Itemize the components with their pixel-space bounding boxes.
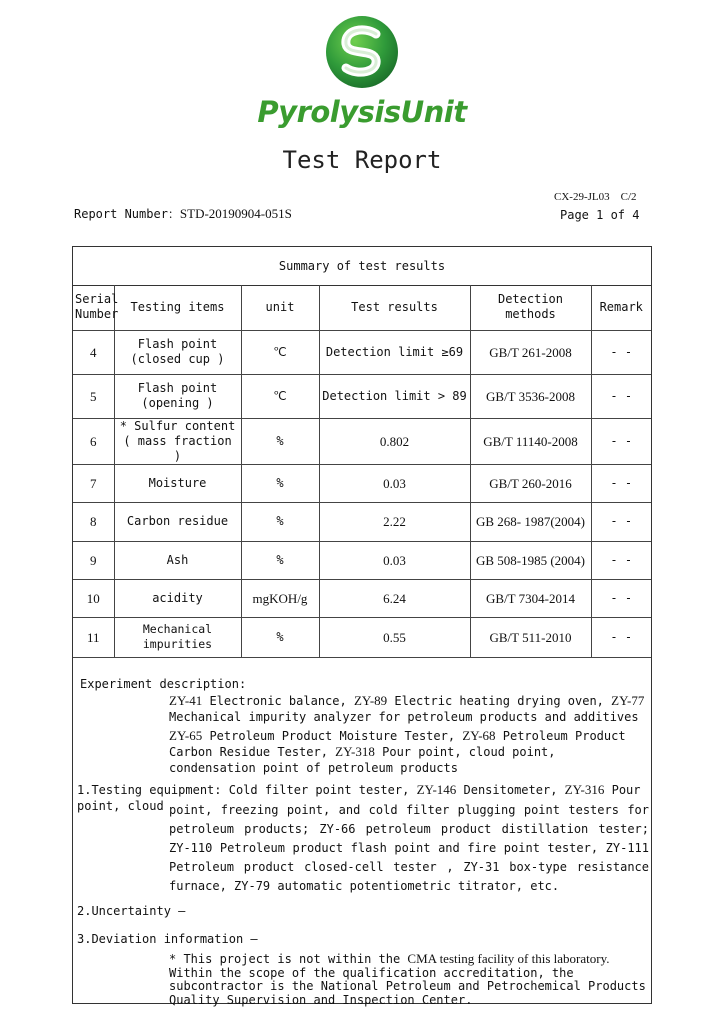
model-code: ZY-65 — [169, 728, 203, 743]
header-item: Testing items — [114, 285, 241, 330]
document-title: Test Report — [282, 146, 442, 174]
page-number: Page 1 of 4 — [560, 208, 640, 222]
serial-cell: 9 — [73, 541, 114, 579]
method-cell: GB/T 511-2010 — [470, 617, 591, 657]
header-serial: Serial Number — [73, 285, 114, 330]
serial-cell: 4 — [73, 330, 114, 374]
serial-cell: 11 — [73, 617, 114, 657]
method-cell: GB/T 11140-2008 — [470, 418, 591, 464]
item-cell: Flash point (opening ) — [114, 374, 241, 418]
report-number-line — [74, 205, 292, 222]
table-row — [73, 502, 651, 541]
model-code: ZY-41 — [169, 693, 203, 708]
header-remark: Remark — [591, 285, 651, 330]
text-run: CMA testing facility of this laboratory. — [407, 951, 610, 966]
method-cell: GB/T 261-2008 — [470, 330, 591, 374]
header-unit: unit — [241, 285, 319, 330]
company-logo — [0, 14, 724, 90]
equipment-label: 1.Testing equipment: — [77, 783, 229, 797]
result-cell: 2.22 — [319, 502, 470, 541]
experiment-heading: Experiment description: — [80, 677, 247, 691]
unit-cell: ℃ — [241, 330, 319, 374]
summary-box — [72, 246, 652, 1007]
text-run: Within the scope of the qualification accreditation, the subcontractor is the National Petroleum and Petrochemical Products Quality Supervision and Inspection Center. — [169, 965, 646, 1007]
unit-cell: % — [241, 464, 319, 502]
unit-cell: % — [241, 617, 319, 657]
text-run: Pour point, cloud — [77, 783, 641, 813]
table-row — [73, 418, 651, 464]
table-row — [73, 617, 651, 657]
unit-cell: % — [241, 418, 319, 464]
method-cell: GB/T 7304-2014 — [470, 579, 591, 617]
remark-cell: - - — [591, 617, 651, 657]
report-number-label: Report Number： — [74, 207, 180, 221]
model-code: ZY-316 — [564, 782, 605, 797]
result-cell: 6.24 — [319, 579, 470, 617]
summary-title: Summary of test results — [73, 247, 651, 286]
model-code: ZY-146 — [416, 782, 457, 797]
text-run: Cold filter point tester, — [228, 783, 417, 797]
serial-cell: 6 — [73, 418, 114, 464]
result-cell: 0.03 — [319, 541, 470, 579]
item-cell: acidity — [114, 579, 241, 617]
table-row — [73, 464, 651, 502]
remark-cell: - - — [591, 330, 651, 374]
result-cell: 0.55 — [319, 617, 470, 657]
deviation-line: 3.Deviation information — — [77, 932, 258, 946]
text-run: Petroleum Product Moisture Tester, — [202, 729, 463, 743]
unit-cell: ℃ — [241, 374, 319, 418]
serial-cell: 10 — [73, 579, 114, 617]
remark-cell: - - — [591, 502, 651, 541]
item-cell: Mechanical impurities — [114, 617, 241, 657]
text-run: Electric heating drying oven, — [387, 694, 612, 708]
cma-note — [169, 952, 649, 1007]
serial-cell: 5 — [73, 374, 114, 418]
model-code: ZY-89 — [353, 693, 388, 708]
table-row — [73, 330, 651, 374]
reference-code: CX-29-JL03 C/2 — [554, 191, 637, 203]
remark-cell: - - — [591, 541, 651, 579]
method-cell: GB/T 260-2016 — [470, 464, 591, 502]
item-cell: * Sulfur content ( mass fraction ) — [114, 418, 241, 464]
result-cell: 0.03 — [319, 464, 470, 502]
text-run: Mechanical impurity analyzer for petroleum products and additives — [169, 710, 639, 724]
model-code: ZY-77 — [611, 693, 645, 708]
item-cell: Carbon residue — [114, 502, 241, 541]
experiment-paragraph-2 — [169, 728, 649, 776]
text-run: Electronic balance, — [202, 694, 354, 708]
remark-cell: - - — [591, 579, 651, 617]
table-header-row — [73, 285, 651, 330]
header-method: Detection methods — [470, 285, 591, 330]
serial-cell: 7 — [73, 464, 114, 502]
text-run: Pour point, cloud point, condensation point of petroleum products — [169, 745, 556, 775]
text-run: * This project is not within the — [169, 952, 408, 966]
result-cell: Detection limit > 89 — [319, 374, 470, 418]
model-code: ZY-68 — [462, 728, 496, 743]
text-run: Densitometer, — [456, 783, 565, 797]
s-globe-logo-icon — [324, 14, 400, 90]
report-number-value: STD-20190904-051S — [179, 206, 292, 221]
uncertainty-line: 2.Uncertainty — — [77, 904, 186, 918]
remark-cell: - - — [591, 374, 651, 418]
item-cell: Flash point (closed cup ) — [114, 330, 241, 374]
result-cell: 0.802 — [319, 418, 470, 464]
experiment-paragraph-1 — [169, 693, 649, 725]
serial-cell: 8 — [73, 502, 114, 541]
testing-equipment-details: point, freezing point, and cold filter plugging point testers for petroleum products; ZY-66 petroleum product distillation tester; ZY-110 Petroleum product flash point and fire point tester, ZY-111 Petroleum product closed-cell tester , ZY-31 box-type resistance furnace, ZY-79 automatic potentiometric titrator, etc. — [169, 803, 649, 893]
item-cell: Ash — [114, 541, 241, 579]
remark-cell: - - — [591, 418, 651, 464]
method-cell: GB 268- 1987(2004) — [470, 502, 591, 541]
text-run: Petroleum Product Carbon Residue Tester, — [169, 729, 626, 759]
table-row — [73, 374, 651, 418]
unit-cell: % — [241, 502, 319, 541]
table-row — [73, 541, 651, 579]
method-cell: GB/T 3536-2008 — [470, 374, 591, 418]
remark-cell: - - — [591, 464, 651, 502]
item-cell: Moisture — [114, 464, 241, 502]
brand-name: PyrolysisUnit — [257, 95, 467, 129]
results-table — [73, 285, 651, 658]
table-row — [73, 579, 651, 617]
method-cell: GB 508-1985 (2004) — [470, 541, 591, 579]
unit-cell: mgKOH/g — [241, 579, 319, 617]
model-code: ZY-318 — [335, 744, 375, 759]
unit-cell: % — [241, 541, 319, 579]
result-cell: Detection limit ≥69 — [319, 330, 470, 374]
header-result: Test results — [319, 285, 470, 330]
